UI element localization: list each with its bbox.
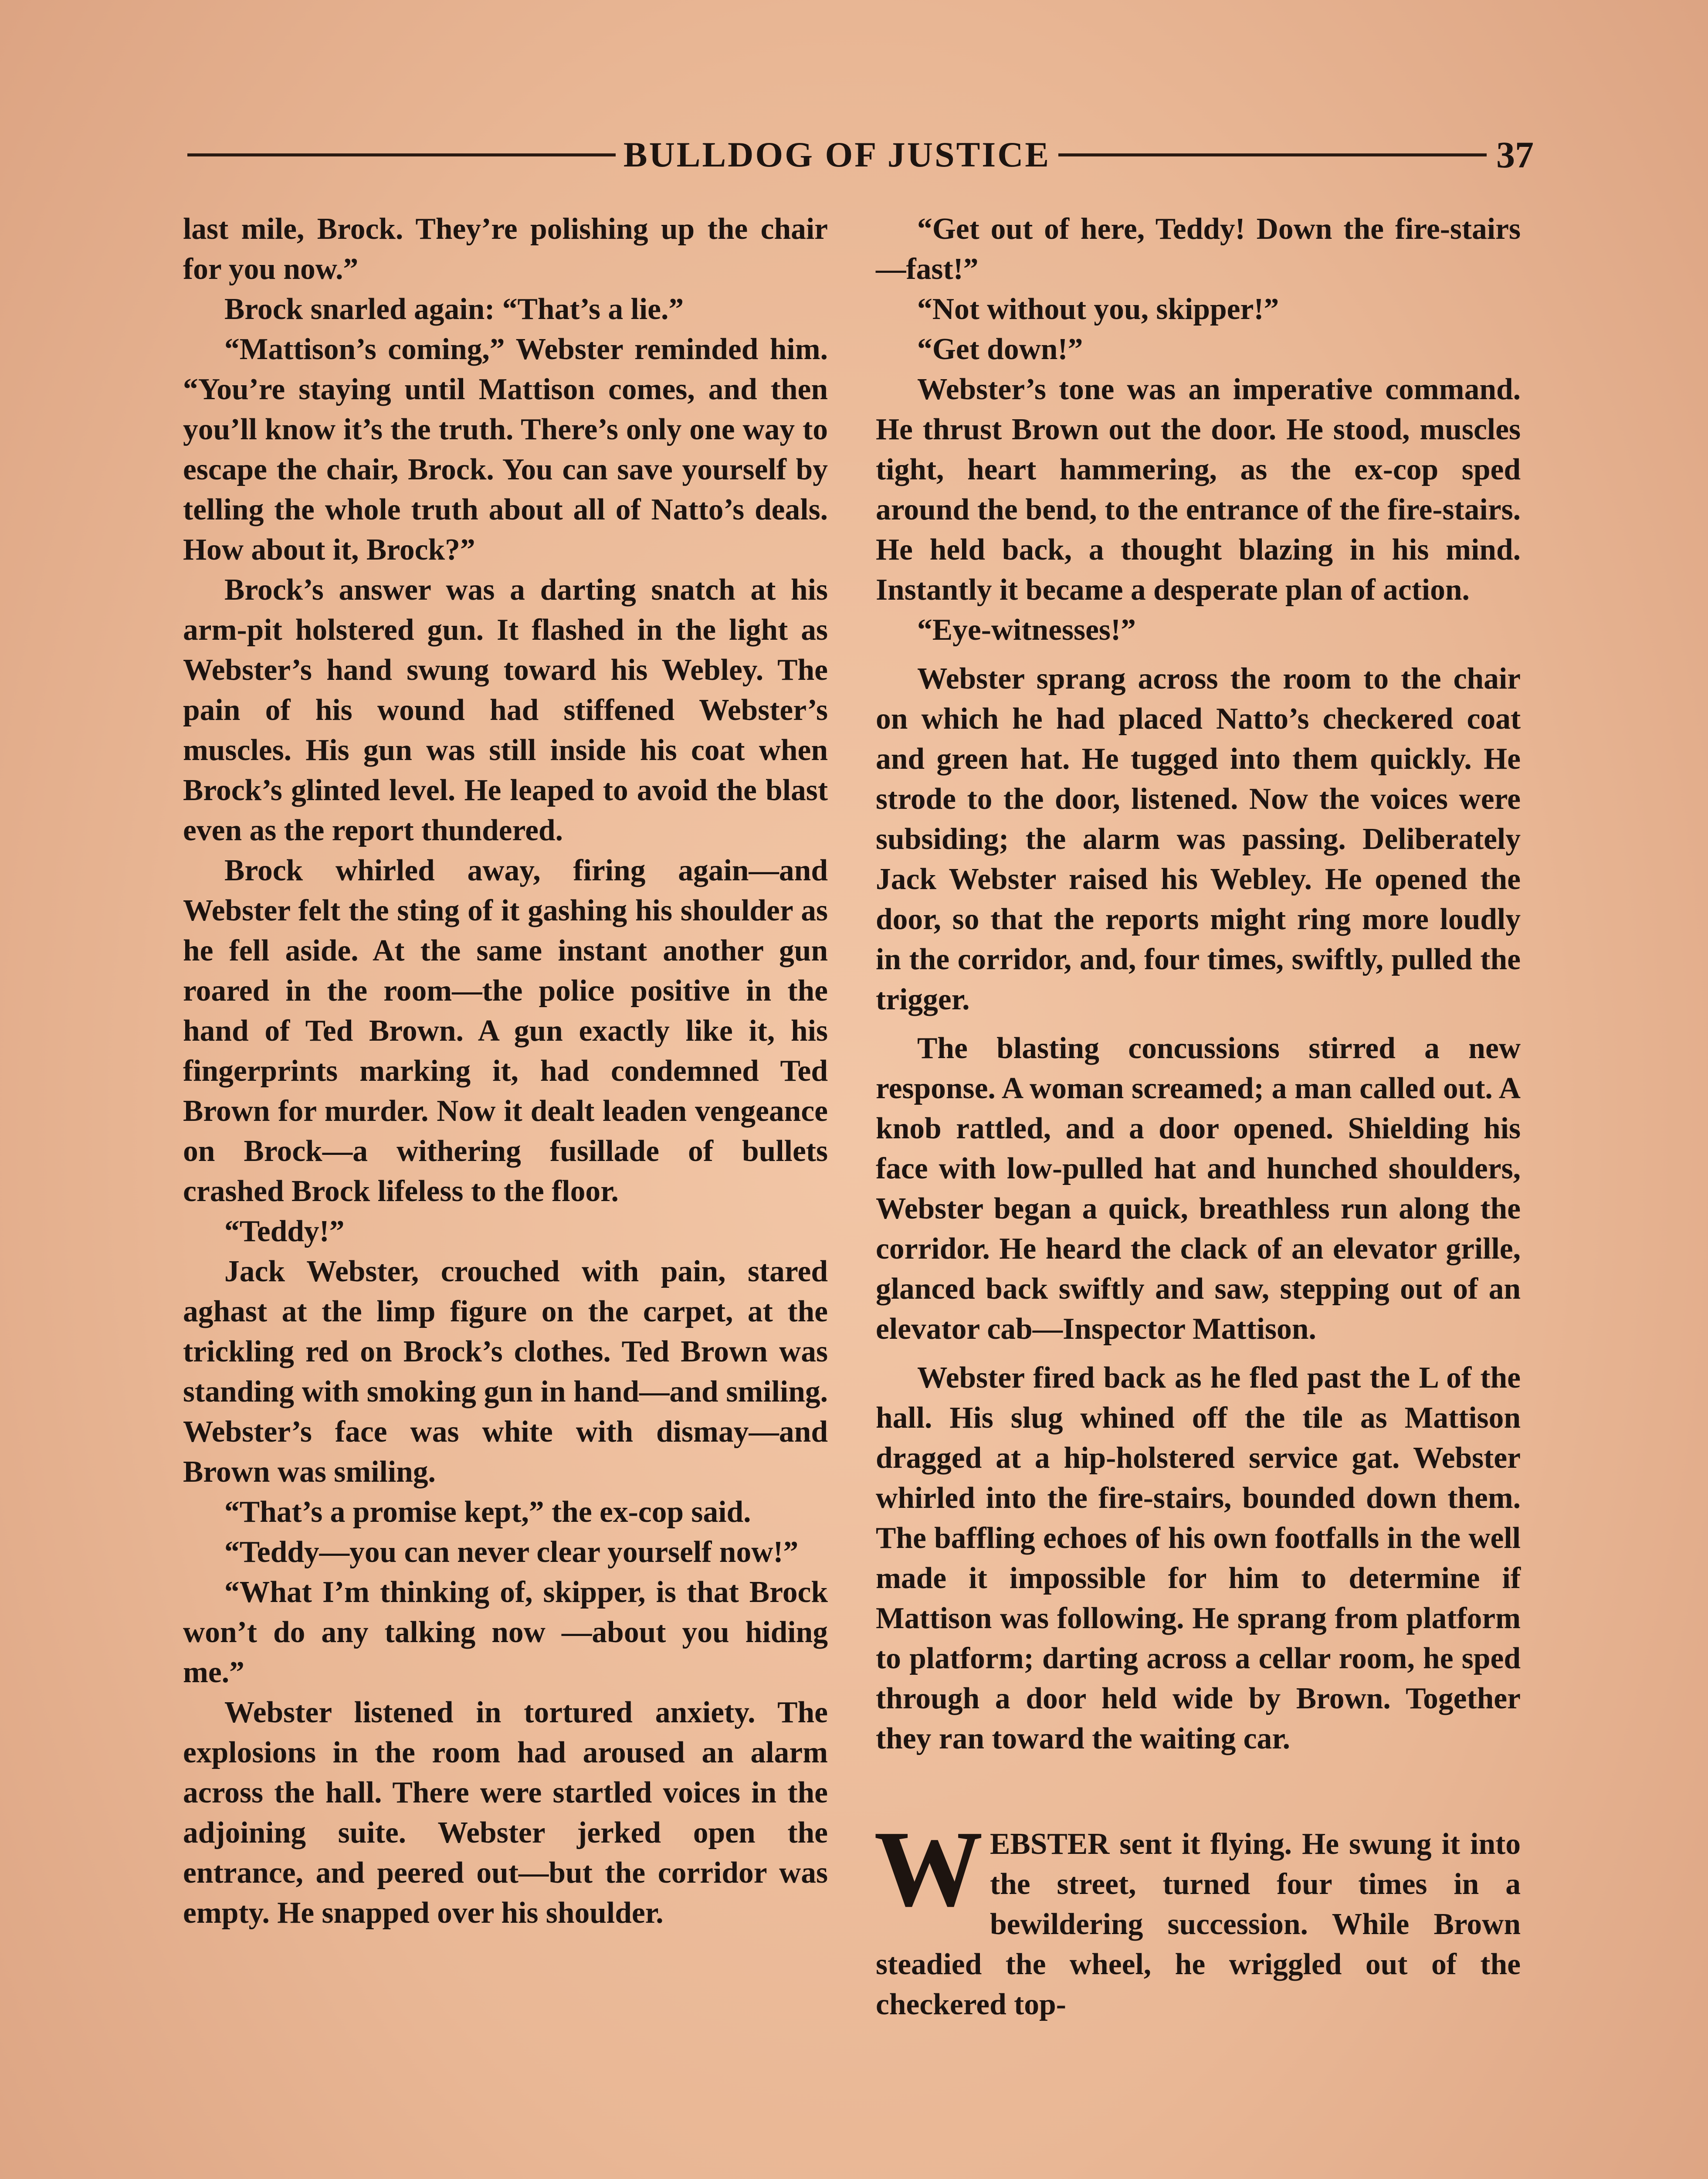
paragraph: Jack Webster, crouched with pain, stared aghast at the limp figure on the carpet, at the trickling red on Brock’s clothes. Ted Brown was standing with smoking gun in hand—and smiling. Webster’s face was white with dismay—and Brown was smiling. [183, 1255, 828, 1489]
paragraph: Brock snarled again: “That’s a lie.” [224, 292, 684, 326]
paragraph: “Get down!” [917, 333, 1083, 366]
section-opening-paragraph [874, 1809, 1521, 2025]
right-column [876, 209, 1521, 2025]
paragraph: last mile, Brock. They’re polishing up the chair for you now.” [183, 212, 828, 286]
section-text: sent it flying. He swung it into the street, turned four times in a bewildering succession. While Brown steadied the wheel, he wriggled out of the checkered top- [876, 1827, 1521, 2021]
paragraph: “Get out of here, Teddy! Down the fire-stairs—fast!” [876, 212, 1521, 286]
header-rule-right [1058, 153, 1487, 156]
running-header [187, 131, 1534, 179]
paragraph: “Teddy—you can never clear yourself now!” [224, 1535, 799, 1569]
running-title: BULLDOG OF JUSTICE [623, 135, 1051, 174]
paragraph: Brock’s answer was a darting snatch at his arm-pit holstered gun. It flashed in the light as Webster’s hand swung toward his Webley. The pain of his wound had stiffened Webster’s muscles. His gun was still inside his coat when Brock’s glinted level. He leaped to avoid the blast even as the report thundered. [183, 573, 828, 847]
paragraph: “Mattison’s coming,” Webster reminded him. “You’re staying until Mattison comes, and then you’ll know it’s the truth. There’s only one way to escape the chair, Brock. You can save yourself by telling the whole truth about all of Natto’s deals. How about it, Brock?” [183, 333, 828, 567]
paragraph: Webster sprang across the room to the chair on which he had placed Natto’s checkered coat and green hat. He tugged into them quickly. He strode to the door, listened. Now the voices were subsiding; the alarm was passing. Deliberately Jack Webster raised his Webley. He opened the door, so that the reports might ring more loudly in the corridor, and, four times, swiftly, pulled the trigger. [876, 662, 1521, 1016]
header-rule-left [187, 153, 616, 156]
paragraph: “Teddy!” [224, 1215, 345, 1248]
paragraph: “That’s a promise kept,” the ex-cop said. [224, 1495, 751, 1529]
drop-cap: W [874, 1809, 983, 1929]
paragraph: Webster’s tone was an imperative command. He thrust Brown out the door. He stood, muscles tight, heart hammering, as the ex-cop sped around the bend, to the entrance of the fire-stairs. He held back, a thought blazing in his mind. Instantly it became a desperate plan of action. [876, 373, 1521, 607]
page-number: 37 [1496, 134, 1534, 176]
small-caps-lead: EBSTER [990, 1827, 1110, 1861]
paragraph: “Not without you, skipper!” [917, 292, 1279, 326]
left-column [183, 209, 828, 1933]
paragraph: Webster fired back as he fled past the L of the hall. His slug whined off the tile as Mattison dragged at a hip-holstered service gat. Webster whirled into the fire-stairs, bounded down them. The baffling echoes of his own footfalls in the well made it impossible for him to determine if Mattison was following. He sprang from platform to platform; darting across a cellar room, he sped through a door held wide by Brown. Together they ran toward the waiting car. [876, 1361, 1521, 1755]
paragraph: The blasting concussions stirred a new response. A woman screamed; a man called out. A knob rattled, and a door opened. Shielding his face with low-pulled hat and hunched shoulders, Webster began a quick, breathless run along the corridor. He heard the clack of an elevator grille, glanced back swiftly and saw, stepping out of an elevator cab—Inspector Mattison. [876, 1032, 1521, 1346]
paragraph: “Eye-witnesses!” [917, 613, 1136, 647]
paragraph: “What I’m thinking of, skipper, is that Brock won’t do any talking now —about you hiding me.” [183, 1575, 828, 1689]
paragraph: Webster listened in tortured anxiety. The explosions in the room had aroused an alarm across the hall. There were startled voices in the adjoining suite. Webster jerked open the entrance, and peered out—but the corridor was empty. He snapped over his shoulder. [183, 1696, 828, 1930]
paragraph: Brock whirled away, firing again—and Webster felt the sting of it gashing his shoulder as he fell aside. At the same instant another gun roared in the room—the police positive in the hand of Ted Brown. A gun exactly like it, his fingerprints marking it, had condemned Ted Brown for murder. Now it dealt leaden vengeance on Brock—a withering fusillade of bullets crashed Brock lifeless to the floor. [183, 854, 828, 1208]
